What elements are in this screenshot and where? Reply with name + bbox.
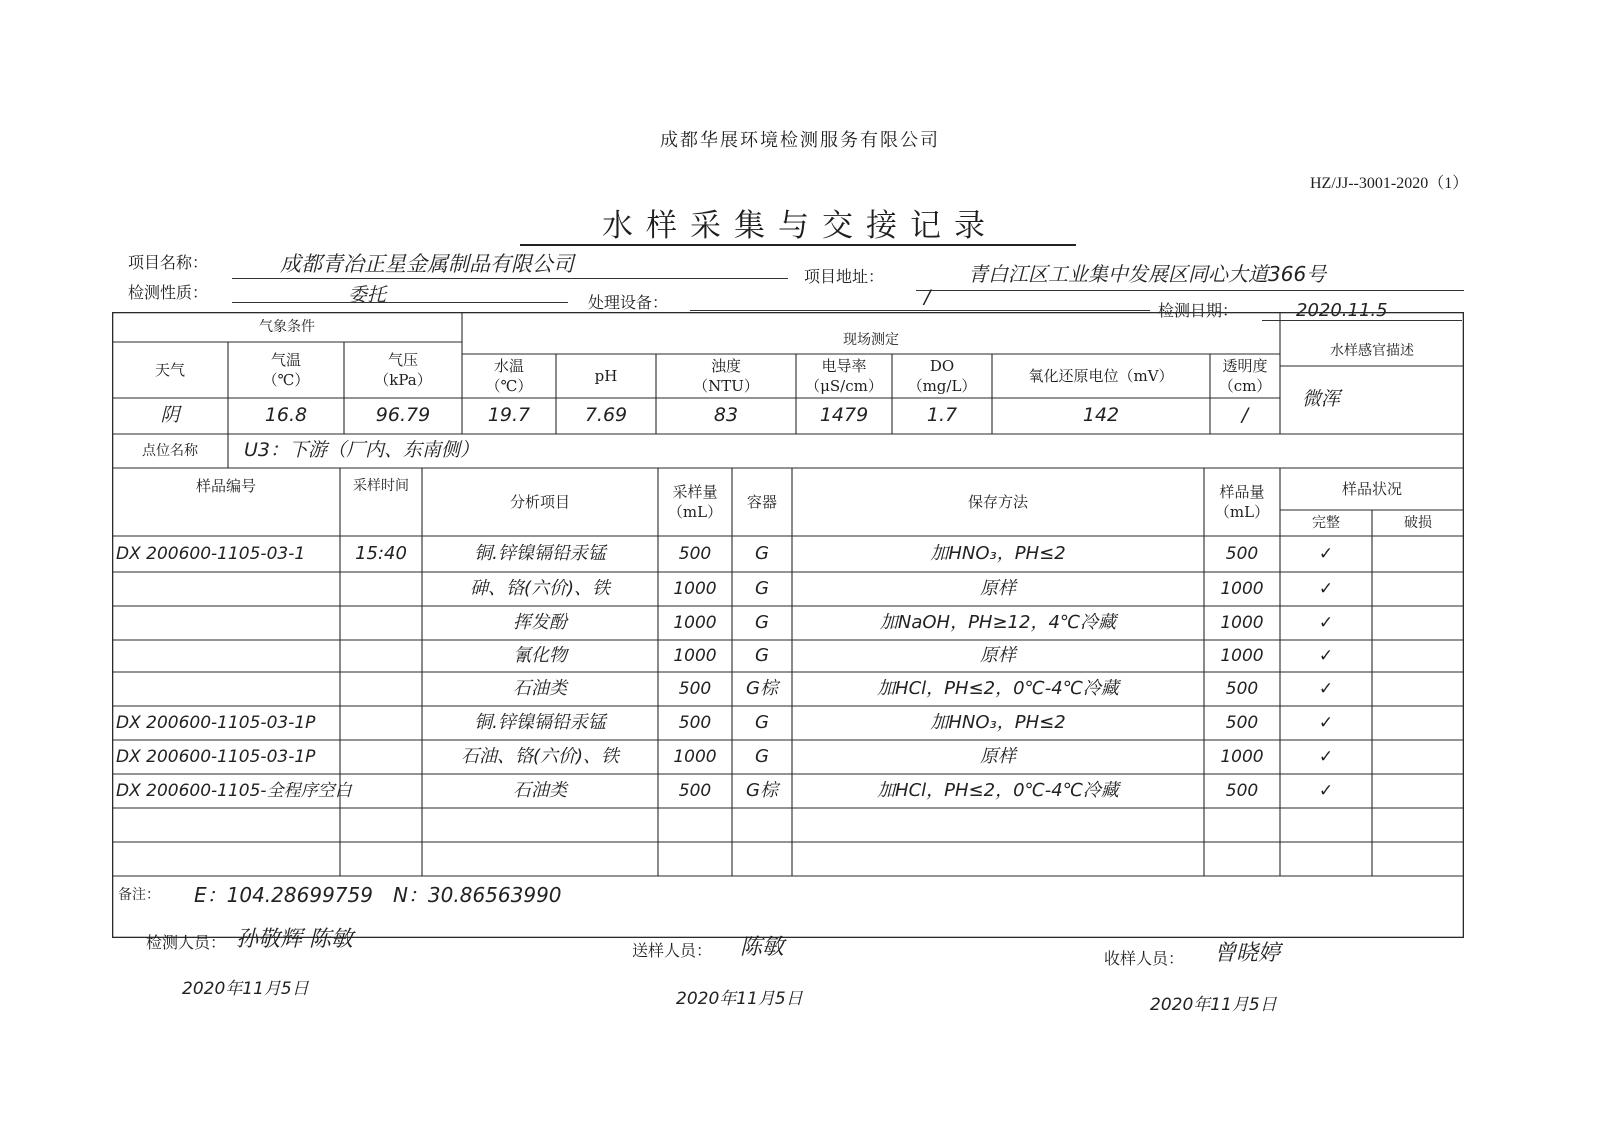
sampling-volume: [658, 842, 732, 876]
sample-no: DX 200600-1105-03-1P: [116, 712, 316, 733]
preservation-method: [792, 808, 1204, 842]
col-conductivity: 电导率 （μS/cm）: [805, 356, 883, 395]
sample-quantity: 500: [1225, 543, 1259, 564]
col-turbidity: 浊度 （NTU）: [693, 356, 759, 395]
intact-check: [1280, 842, 1372, 876]
analysis-item: [422, 842, 658, 876]
sender-label: 送样人员：: [632, 941, 713, 960]
sampling-time: 15:40: [355, 542, 407, 564]
value-do: 1.7: [926, 404, 958, 427]
col-ph: pH: [594, 366, 618, 385]
intact-check: ✓: [1318, 612, 1334, 633]
receiver-signature: 曾晓婷: [1214, 941, 1281, 966]
project-address-value: 青白江区工业集中发展区同心大道366号: [968, 262, 1327, 286]
value-conductivity: 1479: [819, 404, 869, 427]
sample-no: [112, 606, 344, 640]
damaged-check: [1372, 774, 1464, 808]
damaged-check: [1372, 740, 1464, 774]
sample-no: [112, 572, 344, 606]
h-analysis-items: 分析项目: [509, 492, 570, 511]
damaged-check: [1372, 842, 1464, 876]
sampling-volume: 500: [678, 712, 712, 733]
damaged-check: [1372, 572, 1464, 606]
equipment-underline: [690, 310, 1150, 311]
value-weather: 阴: [160, 404, 180, 427]
sampling-time: [340, 740, 422, 774]
analysis-item: 氰化物: [513, 644, 567, 666]
company-name: 成都华展环境检测服务有限公司: [660, 130, 940, 151]
sample-no: DX 200600-1105-03-1P: [116, 746, 316, 767]
col-transparency: 透明度 （cm）: [1218, 356, 1272, 395]
sampling-volume: 1000: [673, 612, 717, 633]
intact-check: ✓: [1318, 712, 1334, 733]
preservation-method: 加HCl，PH≤2，0℃-4℃冷藏: [877, 677, 1119, 699]
container: G: [755, 644, 769, 666]
sample-no: [112, 842, 344, 876]
sampling-volume: 1000: [673, 746, 717, 767]
sample-no: [112, 672, 344, 706]
sample-quantity: [1204, 842, 1280, 876]
container: G: [755, 745, 769, 767]
preservation-method: [792, 842, 1204, 876]
sample-no: DX 200600-1105-全程序空白: [116, 780, 352, 801]
sample-no: [112, 640, 344, 672]
container: [732, 808, 792, 842]
value-turbidity: 83: [713, 404, 739, 427]
container: G: [755, 577, 769, 599]
sample-quantity: 500: [1225, 678, 1259, 699]
remark-label: 备注：: [118, 886, 160, 903]
site-value: U3：下游（厂内、东南侧）: [244, 439, 479, 462]
intact-check: ✓: [1318, 578, 1334, 599]
damaged-check: [1372, 606, 1464, 640]
damaged-check: [1372, 640, 1464, 672]
site-label: 点位名称: [142, 442, 198, 459]
value-water-temp: 19.7: [487, 404, 531, 427]
receiver-date: 2020年11月5日: [1150, 995, 1277, 1015]
sampling-volume: 1000: [673, 645, 717, 666]
sender-date: 2020年11月5日: [676, 989, 803, 1009]
project-name-label: 项目名称：: [128, 253, 209, 272]
preservation-method: 原样: [980, 745, 1016, 767]
damaged-check: [1372, 808, 1464, 842]
sampling-volume: 500: [678, 780, 712, 801]
sample-no: [112, 808, 344, 842]
sampling-volume: 500: [678, 543, 712, 564]
container: G: [755, 711, 769, 733]
title-underline: [520, 244, 1076, 246]
value-transparency: /: [1241, 404, 1249, 427]
value-ph: 7.69: [584, 404, 628, 427]
container: G: [755, 611, 769, 633]
preservation-method: 加NaOH，PH≥12，4℃冷藏: [879, 611, 1117, 633]
tester-label: 检测人员：: [146, 933, 227, 952]
field-group-header: 现场测定: [843, 331, 899, 348]
h-sample-quantity: 样品量 （mL）: [1214, 482, 1270, 521]
test-nature-underline: [232, 302, 568, 303]
sampling-time: [340, 808, 422, 842]
intact-check: ✓: [1318, 678, 1334, 699]
sample-quantity: 1000: [1220, 578, 1264, 599]
analysis-item: 铜.锌镍镉铅汞锰: [474, 711, 606, 733]
sample-quantity: 500: [1225, 780, 1259, 801]
analysis-item: 石油类: [513, 677, 567, 699]
intact-check: ✓: [1318, 746, 1334, 767]
sensory-group-header: 水样感官描述: [1330, 342, 1414, 359]
preservation-method: 加HCl，PH≤2，0℃-4℃冷藏: [877, 779, 1119, 801]
test-nature-label: 检测性质：: [128, 283, 209, 302]
project-name-value: 成都青冶正星金属制品有限公司: [280, 252, 574, 276]
container: G棕: [746, 779, 778, 801]
col-water-temp: 水温 （℃）: [485, 356, 533, 395]
analysis-item: 挥发酚: [513, 611, 567, 633]
col-air-temp: 气温 （℃）: [262, 350, 310, 389]
preservation-method: 加HNO₃，PH≤2: [930, 711, 1066, 733]
equipment-label: 处理设备：: [588, 293, 669, 312]
sampling-time: [340, 672, 422, 706]
receiver-label: 收样人员：: [1104, 949, 1185, 968]
preservation-method: 加HNO₃，PH≤2: [930, 542, 1066, 564]
sender-signature: 陈敏: [740, 935, 785, 960]
container: G棕: [746, 677, 778, 699]
col-weather: 天气: [154, 360, 185, 379]
sampling-time: [340, 706, 422, 740]
sample-no: DX 200600-1105-03-1: [116, 543, 306, 564]
h-intact: 完整: [1312, 514, 1340, 531]
test-date-value: 2020.11.5: [1296, 300, 1388, 321]
tester-date: 2020年11月5日: [182, 979, 309, 999]
value-pressure: 96.79: [375, 404, 431, 427]
sampling-volume: 500: [678, 678, 712, 699]
h-sampling-volume: 采样量 （mL）: [667, 482, 723, 521]
sampling-volume: [658, 808, 732, 842]
damaged-check: [1372, 536, 1464, 572]
analysis-item: 砷、铬(六价)、铁: [469, 577, 611, 599]
form-title: 水样采集与交接记录: [602, 208, 998, 244]
remark-value: E：104.28699759 N：30.86563990: [194, 882, 562, 907]
sample-quantity: 1000: [1220, 612, 1264, 633]
weather-group-header: 气象条件: [259, 318, 315, 335]
h-preservation: 保存方法: [967, 492, 1028, 511]
record-table: [112, 312, 1464, 938]
analysis-item: 铜.锌镍镉铅汞锰: [474, 542, 606, 564]
intact-check: ✓: [1318, 645, 1334, 666]
sampling-time: [340, 640, 422, 672]
sample-quantity: 1000: [1220, 645, 1264, 666]
sample-quantity: 1000: [1220, 746, 1264, 767]
h-container: 容器: [746, 492, 777, 511]
project-address-label: 项目地址：: [804, 267, 885, 286]
h-damaged: 破损: [1404, 514, 1432, 531]
sampling-volume: 1000: [673, 578, 717, 599]
intact-check: ✓: [1318, 780, 1334, 801]
tester-signature: 孙敬辉 陈敏: [236, 927, 353, 952]
sampling-time: [340, 606, 422, 640]
col-orp: 氧化还原电位（mV）: [1028, 366, 1174, 385]
document-number: HZ/JJ--3001-2020（1）: [1310, 175, 1469, 192]
value-orp: 142: [1082, 404, 1120, 427]
damaged-check: [1372, 706, 1464, 740]
project-name-underline: [232, 278, 788, 279]
analysis-item: [422, 808, 658, 842]
sample-quantity: [1204, 808, 1280, 842]
test-date-label: 检测日期：: [1158, 301, 1239, 320]
container: G: [755, 542, 769, 564]
preservation-method: 原样: [980, 577, 1016, 599]
intact-check: [1280, 808, 1372, 842]
sampling-time: [340, 572, 422, 606]
col-pressure: 气压 （kPa）: [374, 350, 432, 389]
h-sample-condition: 样品状况: [1341, 479, 1402, 498]
intact-check: ✓: [1318, 543, 1334, 564]
preservation-method: 原样: [980, 644, 1016, 666]
analysis-item: 石油、铬(六价)、铁: [460, 745, 620, 767]
value-air-temp: 16.8: [264, 404, 308, 427]
container: [732, 842, 792, 876]
test-nature-value: 委托: [348, 284, 387, 306]
project-address-underline: [916, 290, 1464, 291]
damaged-check: [1372, 672, 1464, 706]
sampling-time: [340, 842, 422, 876]
sample-quantity: 500: [1225, 712, 1259, 733]
equipment-value: /: [924, 286, 931, 308]
value-sensory: 微浑: [1302, 388, 1341, 411]
analysis-item: 石油类: [513, 779, 567, 801]
sampling-time: [340, 774, 422, 808]
h-sample-no: 样品编号: [195, 476, 256, 495]
col-do: DO （mg/L）: [907, 356, 977, 395]
h-sampling-time: 采样时间: [353, 477, 409, 494]
